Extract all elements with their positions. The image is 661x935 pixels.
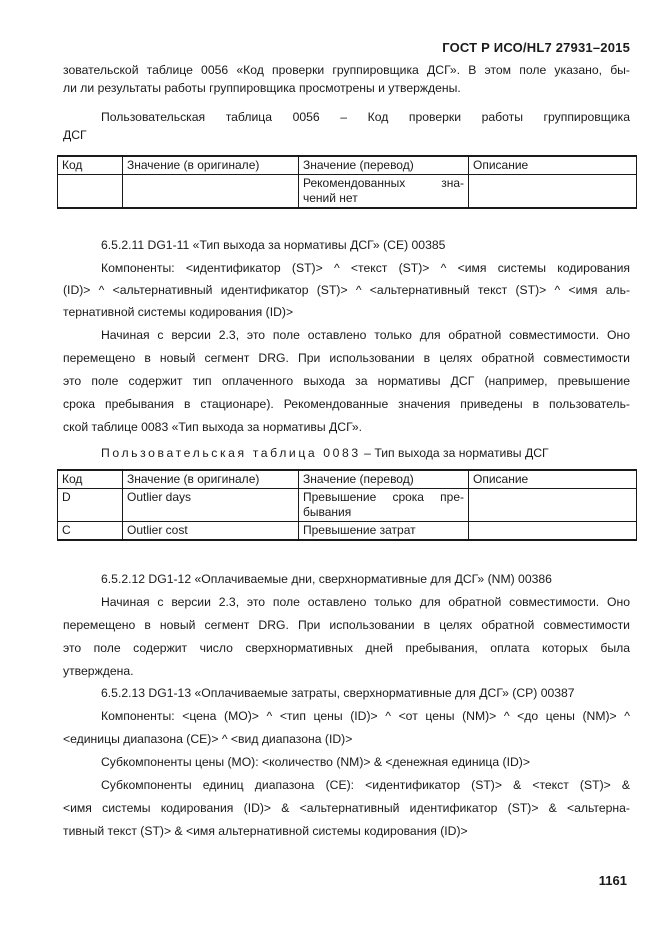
table-row [58, 175, 637, 209]
text-line: Компоненты: <цена (MO)> ^ <тип цены (ID)> ^ <от цены (NM)> ^ <до цены (NM)> ^ [101, 709, 630, 723]
text-line: ской таблице 0083 «Тип выхода за нормативы ДСГ». [63, 420, 363, 434]
cell-original [123, 175, 299, 209]
table-header-row [58, 156, 637, 175]
text-line: зовательской таблице 0056 «Код проверки группировщика ДСГ». В этом поле указано, бы- [63, 63, 630, 77]
section-6-5-2-11 [63, 236, 630, 436]
text-line: утверждена. [63, 664, 134, 678]
text-line: Начиная с версии 2.3, это поле оставлено только для обратной совместимости. Оно [101, 328, 630, 342]
text-line: тернативной системы кодирования (ID)> [63, 305, 294, 319]
text-line: Субкомпоненты цены (MO): <количество (NM)> & <денежная единица (ID)> [101, 755, 530, 769]
cell-code [58, 175, 123, 209]
section-title: 6.5.2.11 DG1-11 «Тип выхода за нормативы ДСГ» (CE) 00385 [101, 238, 446, 252]
table2-caption-prefix: Пользовательская таблица 0083 [101, 446, 361, 460]
section-6-5-2-12 [63, 570, 630, 680]
user-table-0083 [57, 469, 637, 541]
user-table-0056 [57, 155, 637, 209]
header-cell-original: Значение (в оригинале) [123, 470, 299, 489]
cell-code: C [58, 522, 123, 541]
cell-description [469, 489, 637, 522]
text-line: <единицы диапазона (CE)> ^ <вид диапазона (ID)> [63, 732, 353, 746]
cell-code: D [58, 489, 123, 522]
cell-translation-line1: Рекомендованных зна- [303, 176, 464, 190]
table1-caption-line1: Пользовательская таблица 0056 – Код проверки работы группировщика [101, 110, 630, 124]
cell-translation-line2: бывания [303, 505, 352, 519]
document-code-header: ГОСТ Р ИСО/HL7 27931–2015 [442, 40, 630, 55]
cell-translation-line2: чений нет [303, 191, 358, 205]
section-title: 6.5.2.13 DG1-13 «Оплачиваемые затраты, сверхнормативные для ДСГ» (CP) 00387 [101, 686, 575, 700]
text-line: это поле содержит тип оплаченного выхода за нормативы ДСГ (например, превышение [63, 374, 630, 388]
text-line: перемещено в новый сегмент DRG. При использовании в целях обратной совместимости [63, 618, 630, 632]
text-line: ли ли результаты работы группировщика просмотрены и утверждены. [63, 81, 461, 95]
cell-original: Outlier days [123, 489, 299, 522]
table1-caption [63, 108, 630, 144]
text-line: тивный текст (ST)> & <имя альтернативной системы кодирования (ID)> [63, 824, 468, 838]
text-line: это поле содержит число сверхнормативных дней пребывания, оплата которых была [63, 641, 630, 655]
header-cell-description: Описание [469, 470, 637, 489]
text-line: перемещено в новый сегмент DRG. При использовании в целях обратной совместимости [63, 351, 630, 365]
table-row [58, 522, 637, 541]
text-line: срока пребывания в стационаре). Рекомендованные значения приведены в пользователь- [63, 397, 630, 411]
header-cell-translation: Значение (перевод) [299, 156, 469, 175]
cell-description [469, 522, 637, 541]
section-title: 6.5.2.12 DG1-12 «Оплачиваемые дни, сверхнормативные для ДСГ» (NM) 00386 [101, 572, 552, 586]
text-line: Субкомпоненты единиц диапазона (CE): <идентификатор (ST)> & <текст (ST)> & [101, 778, 630, 792]
intro-paragraph [63, 61, 630, 97]
table1-caption-line2: ДСГ [63, 128, 87, 142]
header-cell-original: Значение (в оригинале) [123, 156, 299, 175]
table-header-row [58, 470, 637, 489]
table2-caption-suffix: – Тип выхода за нормативы ДСГ [364, 446, 549, 460]
cell-translation [299, 175, 469, 209]
text-line: Компоненты: <идентификатор (ST)> ^ <текст (ST)> ^ <имя системы кодирования [101, 261, 630, 275]
text-line: Начиная с версии 2.3, это поле оставлено только для обратной совместимости. Оно [101, 595, 630, 609]
header-cell-translation: Значение (перевод) [299, 470, 469, 489]
cell-translation-line1: Превышение срока пре- [303, 490, 464, 504]
header-cell-code: Код [58, 470, 123, 489]
header-cell-description: Описание [469, 156, 637, 175]
text-line: <имя системы кодирования (ID)> & <альтернативный идентификатор (ST)> & <альтерна- [63, 801, 630, 815]
section-6-5-2-13 [63, 684, 630, 840]
cell-description [469, 175, 637, 209]
page-number: 1161 [598, 873, 627, 888]
cell-translation [299, 489, 469, 522]
header-cell-code: Код [58, 156, 123, 175]
table2-caption [63, 444, 630, 462]
cell-translation: Превышение затрат [299, 522, 469, 541]
text-line: (ID)> ^ <альтернативный идентификатор (ST)> ^ <альтернативный текст (ST)> ^ <имя аль- [63, 283, 630, 297]
cell-original: Outlier cost [123, 522, 299, 541]
table-row [58, 489, 637, 522]
